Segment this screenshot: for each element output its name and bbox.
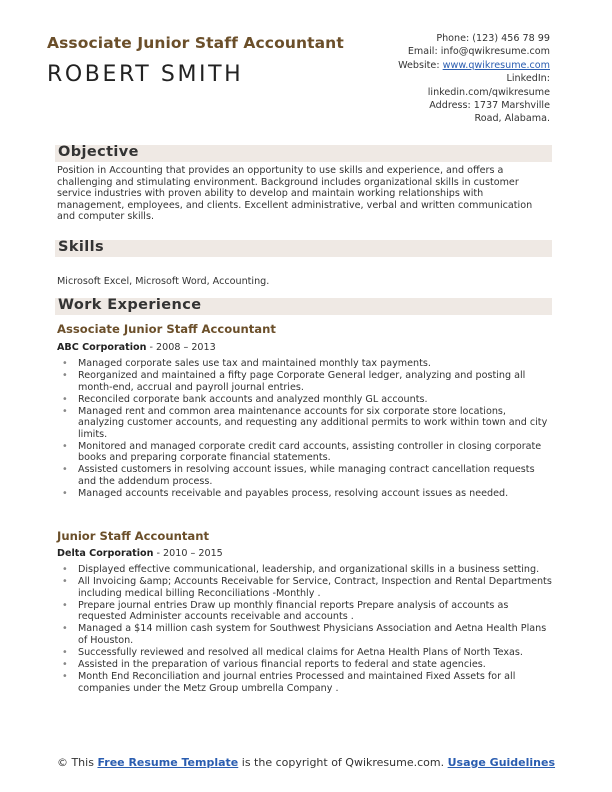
list-item: • Managed rent and common area maintenance accounts for six corporate store locations, analyzing customer accounts, and requesting any additional permits to work within town and city limits. (57, 406, 553, 441)
contact-address: Address: 1737 Marshville Road, Alabama. (429, 100, 550, 125)
footer-middle: is the copyright of Qwikresume.com. (238, 756, 448, 769)
job-1-title: Associate Junior Staff Accountant (57, 322, 276, 336)
list-item: • Monitored and managed corporate credit card accounts, assisting controller in closing corporate books and preparing corporate financial statements. (57, 441, 553, 464)
website-link[interactable]: www.qwikresume.com (442, 59, 550, 71)
contact-linkedin-value: linkedin.com/qwikresume (427, 86, 550, 98)
free-resume-template-link[interactable]: Free Resume Template (97, 756, 239, 769)
list-item: • Managed corporate sales use tax and maintained monthly tax payments. (57, 358, 553, 370)
candidate-name: ROBERT SMITH (47, 62, 244, 87)
objective-section-header (55, 145, 552, 162)
job-1-company-line (57, 342, 216, 353)
usage-guidelines-link[interactable]: Usage Guidelines (447, 756, 556, 769)
list-item: • Reorganized and maintained a fifty page Corporate General ledger, analyzing and posting all month-end, accrual and payroll journal entries. (57, 370, 553, 393)
job-2-bullets (57, 564, 553, 695)
objective-title: Objective (58, 144, 139, 160)
list-item: • Managed accounts receivable and payables process, resolving account issues as needed. (57, 488, 553, 500)
skills-title: Skills (58, 239, 105, 255)
job-1-bullets (57, 358, 553, 500)
contact-block (330, 32, 550, 126)
footer-prefix: © This (56, 756, 98, 769)
job-2-company: Delta Corporation (57, 548, 154, 559)
contact-phone: Phone: (123) 456 78 99 (436, 33, 550, 44)
list-item: • Successfully reviewed and resolved all medical claims for Aetna Health Plans of North Texas. (57, 647, 553, 659)
list-item: • Assisted customers in resolving account issues, while managing contract cancellation requests and the addendum process. (57, 464, 553, 487)
job-2-company-line (57, 548, 223, 559)
resume-job-title: Associate Junior Staff Accountant (47, 34, 344, 52)
contact-email: Email: info@qwikresume.com (407, 46, 550, 58)
contact-linkedin-label: LinkedIn: (506, 73, 550, 85)
list-item: • Displayed effective communicational, leadership, and organizational skills in a business setting. (57, 564, 553, 576)
website-label: Website: (398, 59, 443, 71)
objective-text: Position in Accounting that provides an opportunity to use skills and experience, and offers a challenging and stimulating environment. Background includes organizational skills in customer service industries with proven ability to develop and maintain working relationships with management, employees, and clients. Excellent administrative, verbal and written communication and computer skills. (57, 165, 533, 222)
work-section-header (55, 298, 552, 315)
job-1-company: ABC Corporation (57, 342, 147, 353)
job-1-dates: - 2008 – 2013 (146, 342, 216, 353)
work-title: Work Experience (58, 297, 202, 313)
list-item: • Managed a $14 million cash system for Southwest Physicians Association and Aetna Health Plans of Houston. (57, 623, 553, 646)
skills-section-header (55, 240, 552, 257)
footer (0, 756, 612, 770)
skills-text: Microsoft Excel, Microsoft Word, Accounting. (57, 276, 270, 287)
list-item: • All Invoicing &amp; Accounts Receivable for Service, Contract, Inspection and Rental Departments including medical billing Reconciliations -Monthly . (57, 576, 553, 599)
contact-website (330, 59, 550, 72)
job-2-dates: - 2010 – 2015 (153, 548, 223, 559)
list-item: • Month End Reconciliation and journal entries Processed and maintained Fixed Assets for all companies under the Metz Group umbrella Company . (57, 671, 553, 694)
list-item: • Assisted in the preparation of various financial reports to federal and state agencies. (57, 659, 553, 671)
list-item: • Reconciled corporate bank accounts and analyzed monthly GL accounts. (57, 394, 553, 406)
list-item: • Prepare journal entries Draw up monthly financial reports Prepare analysis of accounts as requested Administer accounts receivable and accounts . (57, 600, 553, 623)
job-2-title: Junior Staff Accountant (57, 529, 210, 543)
